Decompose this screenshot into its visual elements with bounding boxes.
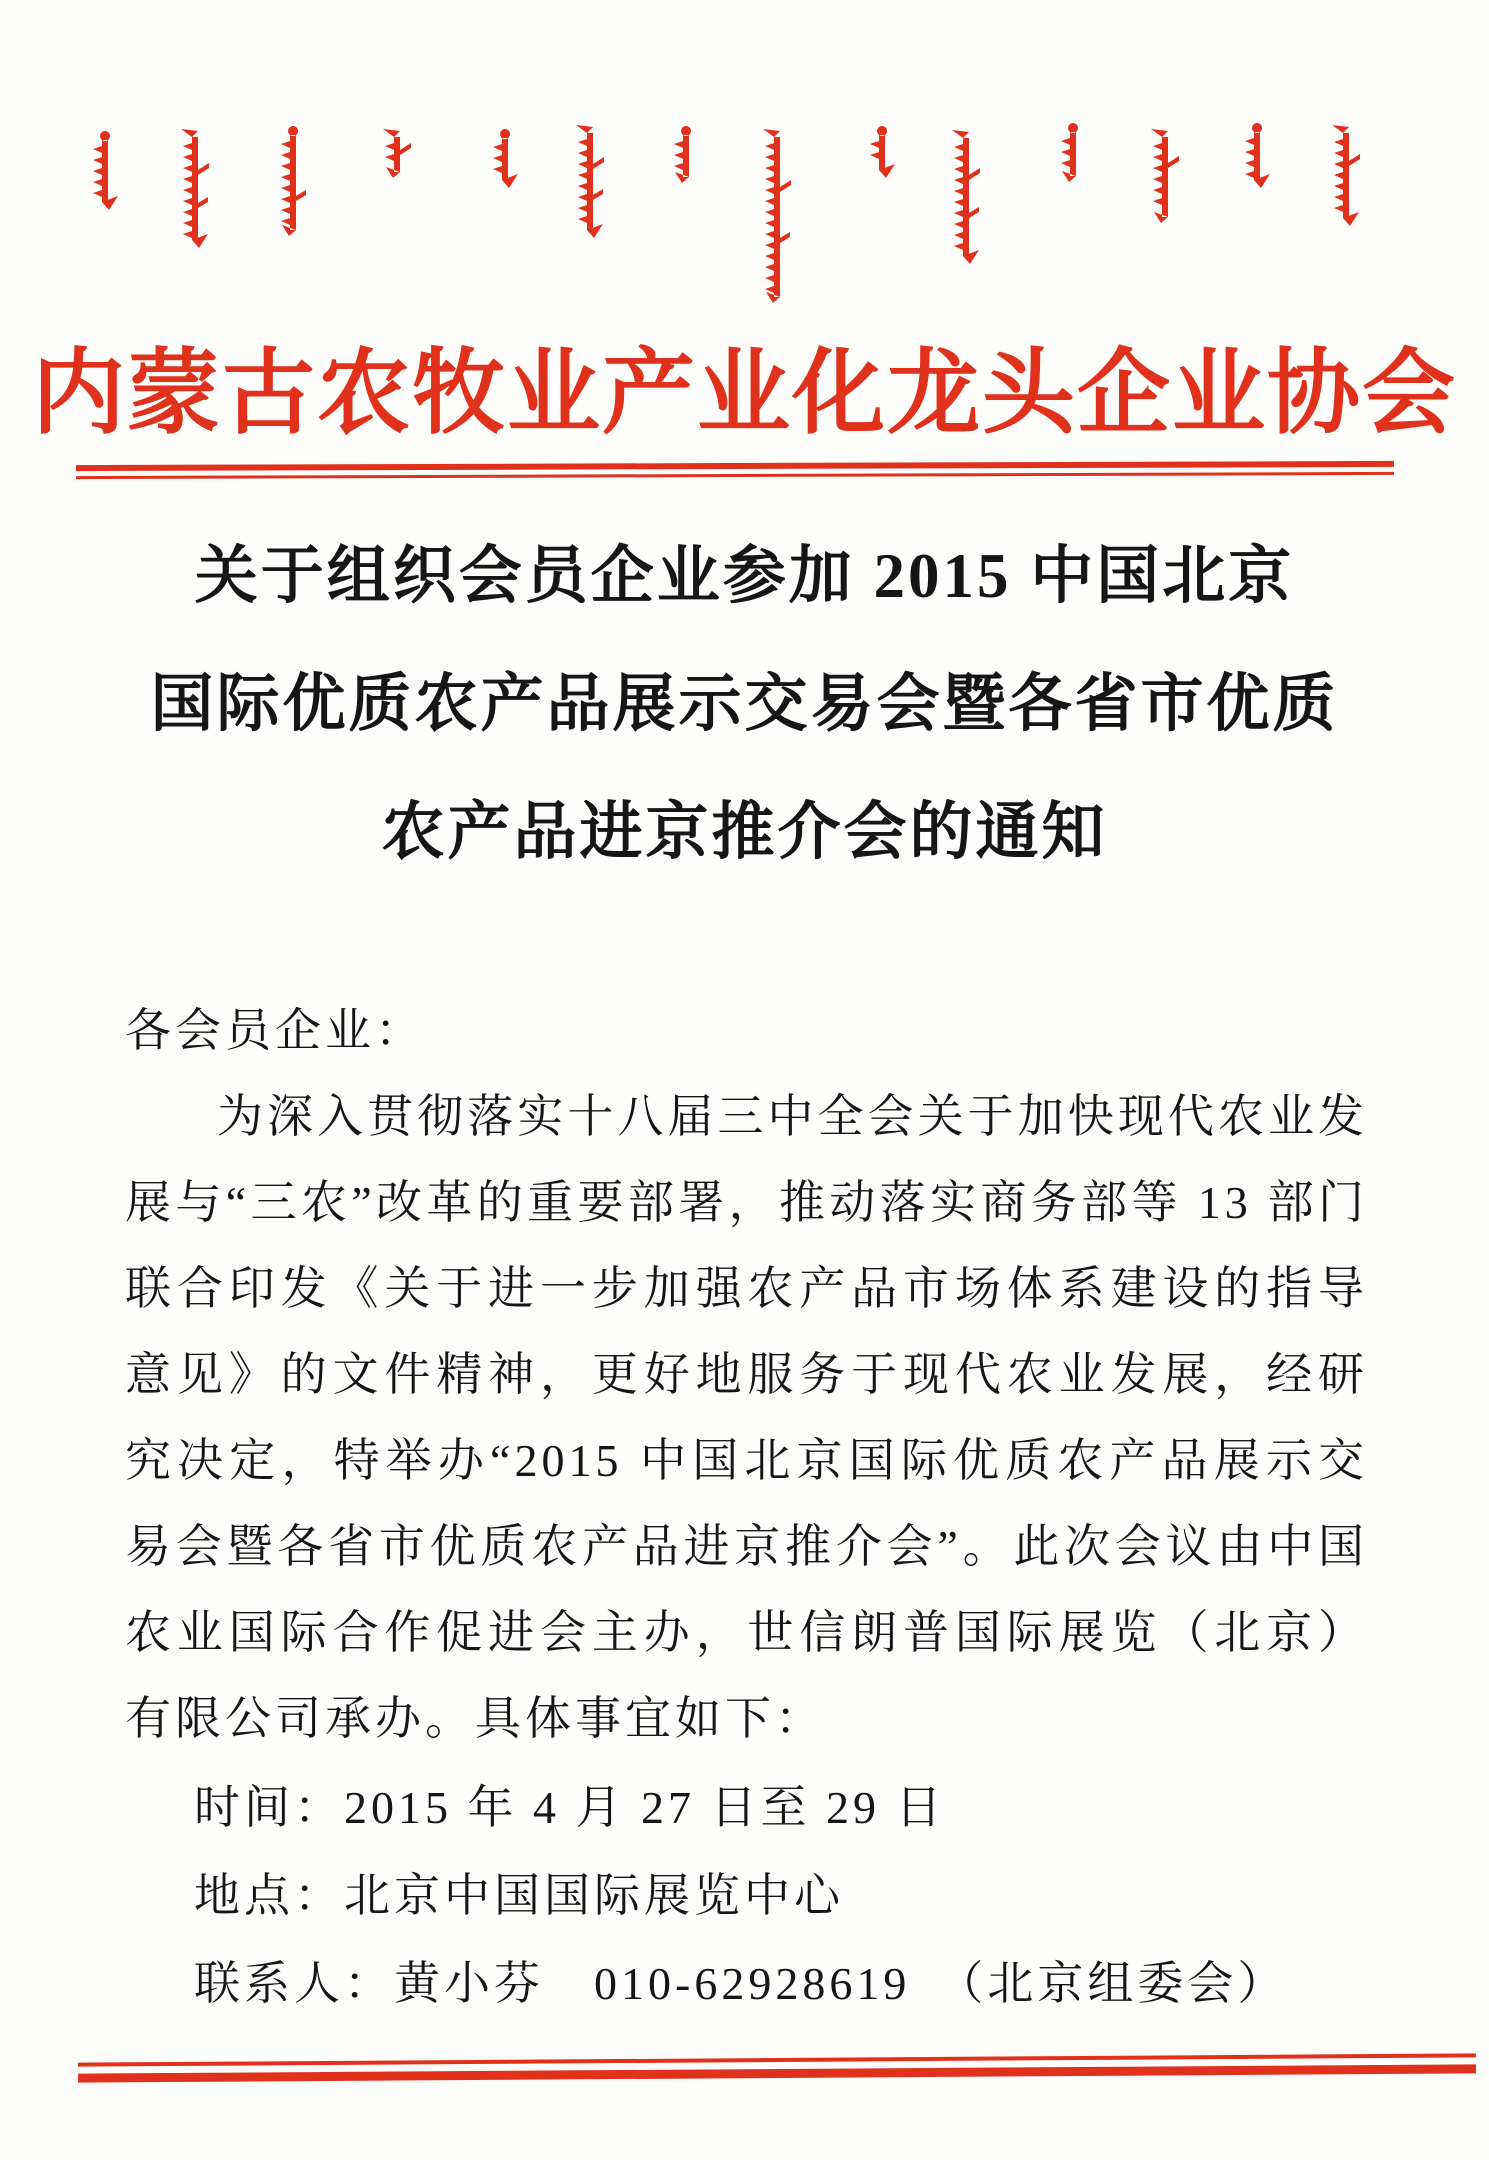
header-divider	[76, 461, 1394, 479]
mongolian-glyph-column	[753, 125, 801, 315]
mongolian-glyph-column	[942, 126, 990, 274]
detail-time-value: 2015 年 4 月 27 日至 29 日	[344, 1782, 946, 1833]
document-title-line-1: 关于组织会员企业参加 2015 中国北京	[194, 541, 1295, 611]
salutation: 各会员企业：	[125, 1005, 425, 1056]
mongolian-script-header	[0, 0, 1489, 320]
mongolian-glyph-column	[1141, 125, 1189, 235]
detail-location-label: 地点：	[194, 1870, 344, 1921]
document-title-line-2: 国际优质农产品展示交易会暨各省市优质	[150, 669, 1339, 739]
detail-time	[125, 1764, 1368, 1852]
document-title	[0, 512, 1489, 896]
mongolian-glyph-column	[662, 123, 710, 195]
detail-contact-value: 黄小芬 010-62928619 （北京组委会）	[394, 1958, 1288, 2009]
org-name-red-header: 内蒙古农牧业产业化龙头企业协会	[32, 343, 1457, 446]
detail-time-label: 时间：	[194, 1782, 344, 1833]
event-details	[125, 1764, 1368, 2028]
footer-divider	[78, 2053, 1476, 2082]
detail-contact-label: 联系人：	[194, 1958, 394, 2009]
mongolian-glyph-column	[81, 128, 129, 220]
document-title-line-3: 农产品进京推介会的通知	[381, 797, 1108, 867]
detail-contact	[125, 1940, 1368, 2028]
detail-location	[125, 1852, 1368, 1940]
mongolian-glyph-column	[1322, 121, 1370, 236]
mongolian-glyph-column	[373, 125, 421, 190]
mongolian-glyph-column	[1049, 120, 1097, 194]
mongolian-glyph-column	[481, 126, 529, 198]
header-divider-thick-line	[76, 461, 1394, 471]
body-paragraph: 为深入贯彻落实十八届三中全会关于加快现代农业发展与“三农”改革的重要部署，推动落实商务部等 13 部门联合印发《关于进一步加强农产品市场体系建设的指导意见》的文件精神，更好地服务于现代农业发展，经研究决定，特举办“2015 中国北京国际优质农产品展示交易会暨各省市优质农产品进京推介会”。此次会议由中国农业国际合作促进会主办，世信朗普国际展览（北京）有限公司承办。具体事宜如下：	[125, 1091, 1368, 1744]
mongolian-glyph-column	[566, 121, 614, 248]
footer-divider-thick-line	[78, 2064, 1476, 2082]
mongolian-glyph-column	[1233, 120, 1281, 198]
detail-location-value: 北京中国国际展览中心	[344, 1870, 844, 1921]
header-divider-thin-line	[76, 472, 1394, 479]
mongolian-glyph-column	[858, 123, 906, 188]
footer-divider-thin-line	[78, 2053, 1476, 2066]
mongolian-glyph-column	[171, 125, 219, 258]
mongolian-glyph-column	[269, 123, 317, 248]
